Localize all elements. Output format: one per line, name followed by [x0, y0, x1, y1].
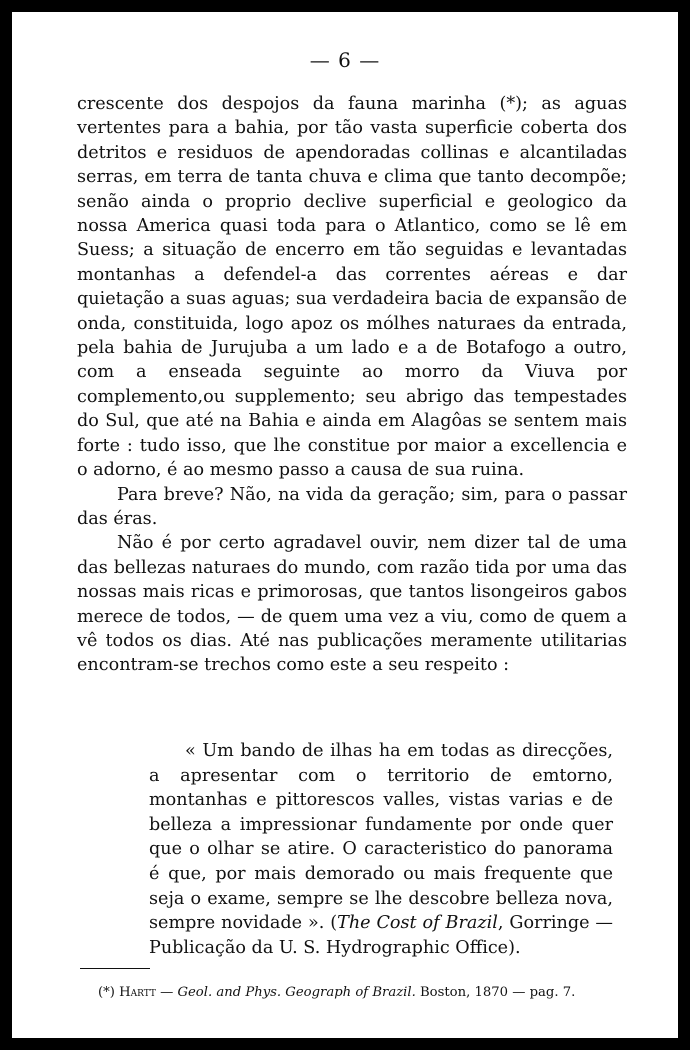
quote-source-title: The Cost of Brazil — [337, 913, 498, 934]
page-number: — 6 — — [309, 48, 381, 72]
book-page — [12, 12, 678, 1038]
quote-paragraph — [149, 739, 613, 960]
footnote-marker: (*) — [98, 985, 115, 1000]
footnote-author: Hartt — [119, 985, 156, 1000]
paragraph-3: Não é por certo agradavel ouvir, nem dizer tal de uma das bellezas naturaes do mundo, com razão tida por uma das nossas mais ricas e primorosas, que tantos lisongeiros gabos merece de todos, — de quem uma vez a viu, como de quem a vê todos os dias. Até nas publicações meramente utilitarias encontram-se trechos como este a seu respeito : — [77, 533, 627, 676]
footnote-title: Geol. and Phys. Geograph of Brazil. — [177, 985, 416, 1000]
footnote-details: Boston, 1870 — pag. 7. — [415, 985, 576, 1000]
quote-text: « Um bando de ilhas ha em todas as direcções, a apresentar com o territorio de emtorno, montanhas e pittorescos valles, vistas varias e de belleza a impressionar fundamente por onde quer que o olhar se atire. O caracteristico do panorama é que, por mais demorado ou mais frequente que seja o exame, sempre se lhe descobre belleza nova, sempre novidade ». ( — [149, 741, 613, 934]
block-quote — [149, 739, 613, 960]
paragraph-1: crescente dos despojos da fauna marinha (*); as aguas vertentes para a bahia, por tão vasta superficie coberta dos detritos e residuos de apendoradas collinas e alcantiladas serras, em terra de tanta chuva e clima que tanto decompõe; senão ainda o proprio declive superficial e geologico da nossa America quasi toda para o Atlantico, como se lê em Suess; a situação de encerro em tão seguidas e levantadas montanhas a defendel-a das correntes aéreas e dar quietação a suas aguas; sua verdadeira bacia de expansão de onda, constituida, logo apoz os mólhes naturaes da entrada, pela bahia de Jurujuba a um lado e a de Botafogo a outro, com a enseada seguinte ao morro da Viuva por complemento,ou supplemento; seu abrigo das tempestades do Sul, que até na Bahia e ainda em Alagôas se sentem mais forte : tudo isso, que lhe constitue por maior a excellencia e o adorno, é ao mesmo passo a causa de sua ruina. — [77, 94, 627, 481]
paragraph-2: Para breve? Não, na vida da geração; sim, para o passar das éras. — [77, 484, 627, 529]
footnote-divider — [80, 968, 150, 969]
footnote-dash: — — [155, 985, 178, 1000]
body-text — [77, 92, 627, 678]
quote-source-rest: , Gorringe — Publicação da U. S. Hydrographic Office). — [149, 913, 613, 958]
footnote — [98, 984, 638, 1002]
